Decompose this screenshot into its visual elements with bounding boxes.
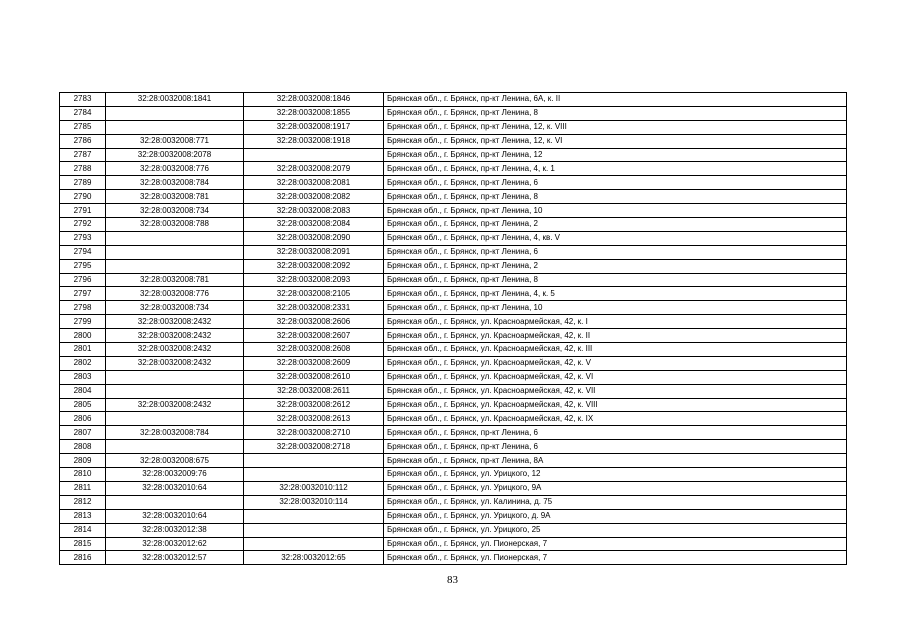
premises-cadastral-number-cell: 32:28:0032008:2081 (244, 176, 384, 190)
address-cell: Брянская обл., г. Брянск, ул. Калинина, д. 75 (384, 495, 847, 509)
table-row (60, 468, 847, 482)
premises-cadastral-number-cell: 32:28:0032008:2612 (244, 398, 384, 412)
address-cell: Брянская обл., г. Брянск, пр-кт Ленина, 8 (384, 106, 847, 120)
cadastral-number-cell: 32:28:0032008:781 (106, 190, 244, 204)
table-row (60, 384, 847, 398)
table-row (60, 176, 847, 190)
premises-cadastral-number-cell (244, 148, 384, 162)
cadastral-number-cell (106, 370, 244, 384)
premises-cadastral-number-cell: 32:28:0032008:2079 (244, 162, 384, 176)
premises-cadastral-number-cell: 32:28:0032008:1855 (244, 106, 384, 120)
row-number-cell: 2804 (60, 384, 106, 398)
table-row (60, 231, 847, 245)
row-number-cell: 2797 (60, 287, 106, 301)
address-cell: Брянская обл., г. Брянск, пр-кт Ленина, 10 (384, 301, 847, 315)
table-row (60, 134, 847, 148)
premises-cadastral-number-cell: 32:28:0032008:2084 (244, 218, 384, 232)
row-number-cell: 2801 (60, 343, 106, 357)
premises-cadastral-number-cell: 32:28:0032010:114 (244, 495, 384, 509)
row-number-cell: 2814 (60, 523, 106, 537)
registry-table (59, 92, 847, 565)
cadastral-number-cell: 32:28:0032008:784 (106, 176, 244, 190)
cadastral-number-cell: 32:28:0032008:2432 (106, 343, 244, 357)
row-number-cell: 2802 (60, 356, 106, 370)
row-number-cell: 2800 (60, 329, 106, 343)
row-number-cell: 2792 (60, 218, 106, 232)
cadastral-number-cell (106, 106, 244, 120)
table-row (60, 343, 847, 357)
row-number-cell: 2813 (60, 509, 106, 523)
address-cell: Брянская обл., г. Брянск, пр-кт Ленина, 6 (384, 245, 847, 259)
cadastral-number-cell: 32:28:0032010:64 (106, 509, 244, 523)
table-row (60, 287, 847, 301)
table-row (60, 412, 847, 426)
cadastral-number-cell (106, 231, 244, 245)
address-cell: Брянская обл., г. Брянск, ул. Красноармейская, 42, к. IX (384, 412, 847, 426)
cadastral-number-cell: 32:28:0032008:776 (106, 287, 244, 301)
row-number-cell: 2815 (60, 537, 106, 551)
premises-cadastral-number-cell: 32:28:0032008:2606 (244, 315, 384, 329)
cadastral-number-cell (106, 245, 244, 259)
address-cell: Брянская обл., г. Брянск, пр-кт Ленина, 6 (384, 176, 847, 190)
cadastral-number-cell (106, 440, 244, 454)
cadastral-number-cell (106, 412, 244, 426)
premises-cadastral-number-cell: 32:28:0032008:2610 (244, 370, 384, 384)
table-row (60, 106, 847, 120)
row-number-cell: 2784 (60, 106, 106, 120)
address-cell: Брянская обл., г. Брянск, пр-кт Ленина, 6 (384, 426, 847, 440)
row-number-cell: 2803 (60, 370, 106, 384)
table-row (60, 398, 847, 412)
row-number-cell: 2816 (60, 551, 106, 565)
address-cell: Брянская обл., г. Брянск, пр-кт Ленина, 4, кв. V (384, 231, 847, 245)
table-row (60, 356, 847, 370)
premises-cadastral-number-cell: 32:28:0032008:2608 (244, 343, 384, 357)
premises-cadastral-number-cell (244, 468, 384, 482)
cadastral-number-cell: 32:28:0032008:781 (106, 273, 244, 287)
table-row (60, 120, 847, 134)
premises-cadastral-number-cell: 32:28:0032008:2611 (244, 384, 384, 398)
table-row (60, 370, 847, 384)
table-row (60, 454, 847, 468)
table-row (60, 537, 847, 551)
row-number-cell: 2812 (60, 495, 106, 509)
row-number-cell: 2807 (60, 426, 106, 440)
premises-cadastral-number-cell: 32:28:0032010:112 (244, 481, 384, 495)
row-number-cell: 2791 (60, 204, 106, 218)
address-cell: Брянская обл., г. Брянск, пр-кт Ленина, 6А, к. II (384, 93, 847, 107)
cadastral-number-cell: 32:28:0032008:1841 (106, 93, 244, 107)
address-cell: Брянская обл., г. Брянск, ул. Красноармейская, 42, к. VII (384, 384, 847, 398)
cadastral-number-cell: 32:28:0032008:2432 (106, 356, 244, 370)
row-number-cell: 2794 (60, 245, 106, 259)
address-cell: Брянская обл., г. Брянск, пр-кт Ленина, 12, к. VIII (384, 120, 847, 134)
cadastral-number-cell: 32:28:0032010:64 (106, 481, 244, 495)
table-row (60, 259, 847, 273)
table-row (60, 190, 847, 204)
row-number-cell: 2798 (60, 301, 106, 315)
premises-cadastral-number-cell (244, 509, 384, 523)
address-cell: Брянская обл., г. Брянск, пр-кт Ленина, 2 (384, 218, 847, 232)
premises-cadastral-number-cell: 32:28:0032008:2607 (244, 329, 384, 343)
row-number-cell: 2810 (60, 468, 106, 482)
table-row (60, 204, 847, 218)
cadastral-number-cell: 32:28:0032009:76 (106, 468, 244, 482)
address-cell: Брянская обл., г. Брянск, ул. Красноармейская, 42, к. II (384, 329, 847, 343)
premises-cadastral-number-cell: 32:28:0032008:1917 (244, 120, 384, 134)
row-number-cell: 2793 (60, 231, 106, 245)
table-row (60, 315, 847, 329)
address-cell: Брянская обл., г. Брянск, пр-кт Ленина, 2 (384, 259, 847, 273)
cadastral-number-cell: 32:28:0032008:734 (106, 204, 244, 218)
premises-cadastral-number-cell: 32:28:0032008:2710 (244, 426, 384, 440)
address-cell: Брянская обл., г. Брянск, пр-кт Ленина, 4, к. 1 (384, 162, 847, 176)
premises-cadastral-number-cell (244, 523, 384, 537)
cadastral-number-cell: 32:28:0032008:776 (106, 162, 244, 176)
address-cell: Брянская обл., г. Брянск, ул. Красноармейская, 42, к. V (384, 356, 847, 370)
table-row (60, 523, 847, 537)
table-row (60, 551, 847, 565)
premises-cadastral-number-cell: 32:28:0032008:2105 (244, 287, 384, 301)
row-number-cell: 2786 (60, 134, 106, 148)
address-cell: Брянская обл., г. Брянск, ул. Красноармейская, 42, к. I (384, 315, 847, 329)
address-cell: Брянская обл., г. Брянск, ул. Урицкого, 9А (384, 481, 847, 495)
row-number-cell: 2805 (60, 398, 106, 412)
page-number: 83 (447, 574, 458, 586)
premises-cadastral-number-cell: 32:28:0032008:2609 (244, 356, 384, 370)
cadastral-number-cell: 32:28:0032012:38 (106, 523, 244, 537)
address-cell: Брянская обл., г. Брянск, пр-кт Ленина, 8 (384, 273, 847, 287)
cadastral-number-cell: 32:28:0032008:734 (106, 301, 244, 315)
table-row (60, 509, 847, 523)
cadastral-number-cell: 32:28:0032008:2432 (106, 398, 244, 412)
row-number-cell: 2785 (60, 120, 106, 134)
cadastral-number-cell: 32:28:0032008:2078 (106, 148, 244, 162)
table-row (60, 93, 847, 107)
premises-cadastral-number-cell: 32:28:0032008:2090 (244, 231, 384, 245)
table-row (60, 245, 847, 259)
premises-cadastral-number-cell: 32:28:0032008:1846 (244, 93, 384, 107)
premises-cadastral-number-cell (244, 537, 384, 551)
row-number-cell: 2788 (60, 162, 106, 176)
address-cell: Брянская обл., г. Брянск, ул. Урицкого, 25 (384, 523, 847, 537)
address-cell: Брянская обл., г. Брянск, ул. Красноармейская, 42, к. III (384, 343, 847, 357)
address-cell: Брянская обл., г. Брянск, пр-кт Ленина, 12, к. VI (384, 134, 847, 148)
cadastral-number-cell: 32:28:0032012:57 (106, 551, 244, 565)
table-row (60, 481, 847, 495)
cadastral-number-cell: 32:28:0032008:788 (106, 218, 244, 232)
address-cell: Брянская обл., г. Брянск, пр-кт Ленина, 10 (384, 204, 847, 218)
cadastral-number-cell: 32:28:0032008:771 (106, 134, 244, 148)
address-cell: Брянская обл., г. Брянск, пр-кт Ленина, 6 (384, 440, 847, 454)
address-cell: Брянская обл., г. Брянск, ул. Пионерская, 7 (384, 537, 847, 551)
cadastral-number-cell: 32:28:0032008:675 (106, 454, 244, 468)
address-cell: Брянская обл., г. Брянск, пр-кт Ленина, 8 (384, 190, 847, 204)
row-number-cell: 2783 (60, 93, 106, 107)
row-number-cell: 2789 (60, 176, 106, 190)
premises-cadastral-number-cell: 32:28:0032008:1918 (244, 134, 384, 148)
premises-cadastral-number-cell: 32:28:0032008:2331 (244, 301, 384, 315)
address-cell: Брянская обл., г. Брянск, пр-кт Ленина, 4, к. 5 (384, 287, 847, 301)
cadastral-number-cell (106, 495, 244, 509)
registry-table-body (60, 93, 847, 565)
row-number-cell: 2787 (60, 148, 106, 162)
table-row (60, 273, 847, 287)
address-cell: Брянская обл., г. Брянск, ул. Урицкого, 12 (384, 468, 847, 482)
cadastral-number-cell: 32:28:0032012:62 (106, 537, 244, 551)
cadastral-number-cell: 32:28:0032008:784 (106, 426, 244, 440)
premises-cadastral-number-cell: 32:28:0032008:2093 (244, 273, 384, 287)
address-cell: Брянская обл., г. Брянск, ул. Пионерская, 7 (384, 551, 847, 565)
table-row (60, 495, 847, 509)
premises-cadastral-number-cell: 32:28:0032008:2092 (244, 259, 384, 273)
cadastral-number-cell: 32:28:0032008:2432 (106, 329, 244, 343)
table-row (60, 148, 847, 162)
premises-cadastral-number-cell: 32:28:0032008:2718 (244, 440, 384, 454)
address-cell: Брянская обл., г. Брянск, пр-кт Ленина, 12 (384, 148, 847, 162)
row-number-cell: 2790 (60, 190, 106, 204)
row-number-cell: 2806 (60, 412, 106, 426)
table-row (60, 162, 847, 176)
row-number-cell: 2799 (60, 315, 106, 329)
premises-cadastral-number-cell: 32:28:0032012:65 (244, 551, 384, 565)
address-cell: Брянская обл., г. Брянск, ул. Красноармейская, 42, к. VIII (384, 398, 847, 412)
table-row (60, 301, 847, 315)
premises-cadastral-number-cell (244, 454, 384, 468)
row-number-cell: 2809 (60, 454, 106, 468)
premises-cadastral-number-cell: 32:28:0032008:2082 (244, 190, 384, 204)
premises-cadastral-number-cell: 32:28:0032008:2091 (244, 245, 384, 259)
cadastral-number-cell (106, 120, 244, 134)
address-cell: Брянская обл., г. Брянск, ул. Красноармейская, 42, к. VI (384, 370, 847, 384)
row-number-cell: 2796 (60, 273, 106, 287)
row-number-cell: 2808 (60, 440, 106, 454)
premises-cadastral-number-cell: 32:28:0032008:2083 (244, 204, 384, 218)
address-cell: Брянская обл., г. Брянск, пр-кт Ленина, 8А (384, 454, 847, 468)
table-row (60, 329, 847, 343)
table-row (60, 440, 847, 454)
premises-cadastral-number-cell: 32:28:0032008:2613 (244, 412, 384, 426)
table-row (60, 218, 847, 232)
address-cell: Брянская обл., г. Брянск, ул. Урицкого, д. 9А (384, 509, 847, 523)
cadastral-number-cell (106, 259, 244, 273)
cadastral-number-cell: 32:28:0032008:2432 (106, 315, 244, 329)
row-number-cell: 2795 (60, 259, 106, 273)
table-row (60, 426, 847, 440)
row-number-cell: 2811 (60, 481, 106, 495)
cadastral-number-cell (106, 384, 244, 398)
